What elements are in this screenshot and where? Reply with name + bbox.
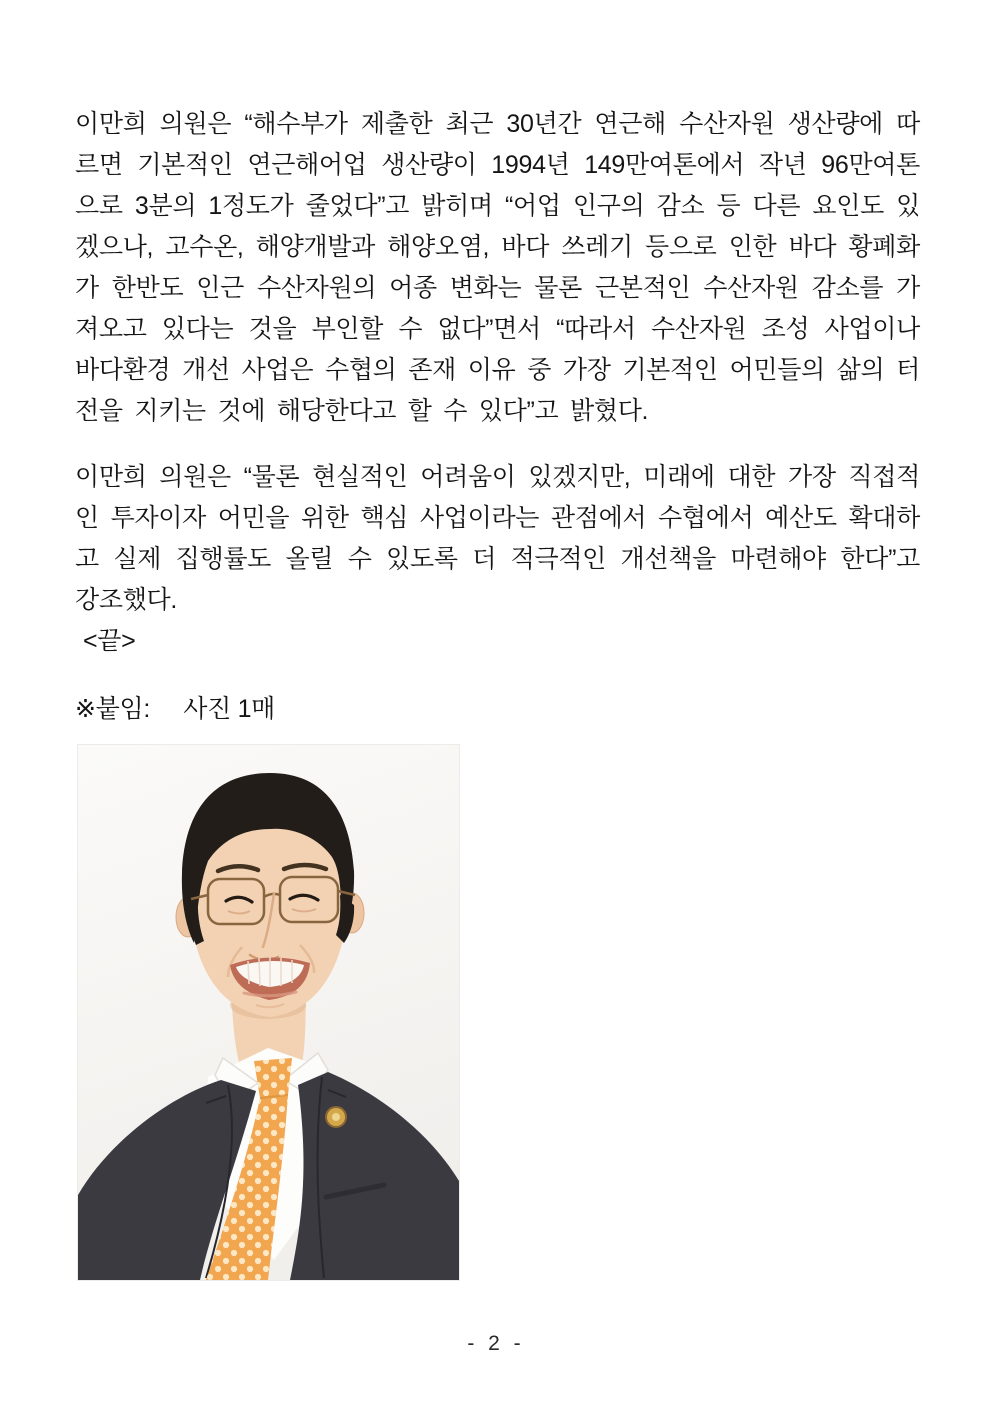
tie-knot-dots — [254, 1058, 292, 1098]
closing-mark: <끝> — [83, 627, 136, 655]
page-number: - 2 - — [467, 1332, 525, 1355]
politician-portrait-illustration — [78, 745, 459, 1280]
paragraph-1: 이만희 의원은 “해수부가 제출한 최근 30년간 연근해 수산자원 생산량에 따르면 기본적인 연근해어업 생산량이 1994년 149만여톤에서 작년 96만여톤으로 3분의 1정도가 줄었다”고 밝히며 “어업 인구의 감소 등 다른 요인도 있겠으나, 고수온, 해양개발과 해양오염, 바다 쓰레기 등으로 인한 바다 황폐화가 한반도 인근 수산자원의 어종 변화는 물론 근본적인 수산자원 감소를 가져오고 있다는 것을 부인할 수 없다”면서 “따라서 수산자원 조성 사업이나 바다환경 개선 사업은 수협의 존재 이유 중 가장 기본적인 어민들의 삶의 터전을 지키는 것에 해당한다고 할 수 있다”고 밝혔다. — [75, 110, 920, 425]
paragraph-2: 이만희 의원은 “물론 현실적인 어려움이 있겠지만, 미래에 대한 가장 직접적인 투자이자 어민을 위한 핵심 사업이라는 관점에서 수협에서 예산도 확대하고 실제 집행률도 올릴 수 있도록 더 적극적인 개선책을 마련해야 한다”고 강조했다. — [75, 463, 920, 614]
attached-photo — [77, 744, 460, 1281]
assembly-badge-center — [332, 1113, 340, 1121]
attachment-note: ※붙임: 사진 1매 — [75, 695, 276, 723]
page-body — [75, 104, 920, 1281]
